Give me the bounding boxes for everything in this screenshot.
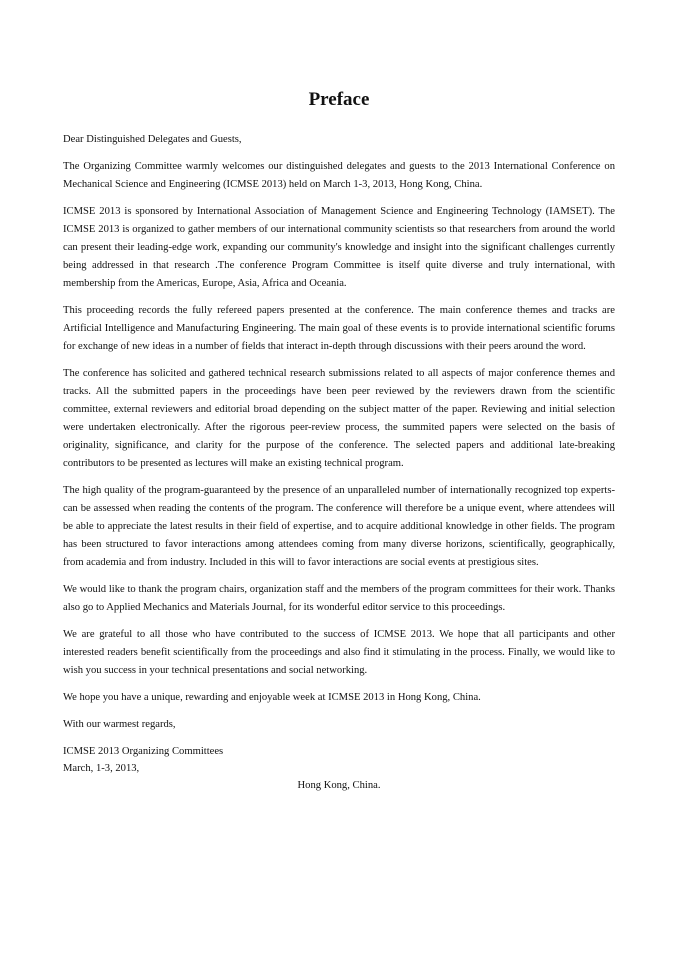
signature-location: Hong Kong, China. (297, 780, 381, 791)
preface-body (63, 131, 615, 794)
paragraph: We would like to thank the program chairs, organization staff and the members of the program committees for their work. Thanks also go to Applied Mechanics and Materials Journal, for its wonderful editor service to this proceedings. (63, 584, 615, 613)
page-title: Preface (308, 89, 370, 110)
signature-block (63, 743, 615, 794)
paragraph: The Organizing Committee warmly welcomes our distinguished delegates and guests to the 2013 International Conference on Mechanical Science and Engineering (ICMSE 2013) held on March 1-3, 2013, Hong Kong, China. (63, 161, 615, 190)
paragraph: This proceeding records the fully refereed papers presented at the conference. The main conference themes and tracks are Artificial Intelligence and Manufacturing Engineering. The main goal of these events is to provide international scientific forums for exchange of new ideas in a number of fields that interact in-depth through discussions with their peers around the word. (63, 305, 615, 352)
signature-date: March, 1-3, 2013, (63, 763, 140, 774)
salutation: Dear Distinguished Delegates and Guests, (63, 134, 242, 145)
closing-line: With our warmest regards, (63, 719, 176, 730)
paragraph: The high quality of the program-guaranteed by the presence of an unparalleled number of internationally recognized top experts-can be assessed when reading the contents of the program. The conference will therefore be a unique event, where attendees will be able to appreciate the latest results in their field of expertise, and to acquire additional knowledge in other fields. The program has been structured to favor interactions among attendees coming from many diverse horizons, scientifically, geographically, from academia and from industry. Included in this will to favor interactions are social events at prestigious sites. (63, 485, 615, 568)
paragraph: We are grateful to all those who have contributed to the success of ICMSE 2013. We hope that all participants and other interested readers benefit scientifically from the proceedings and also find it stimulating in the process. Finally, we would like to wish you success in your technical presentations and social networking. (63, 629, 615, 676)
paragraph: The conference has solicited and gathered technical research submissions related to all aspects of major conference themes and tracks. All the submitted papers in the proceedings have been peer reviewed by the reviewers drawn from the scientific committee, external reviewers and editorial broad depending on the subject matter of the paper. Reviewing and initial selection were undertaken electronically. After the rigorous peer-review process, the summited papers were selected on the basis of originality, significance, and clarity for the purpose of the conference. The selected papers and additional late-breaking contributors to be presented as lectures will make an existing technical program. (63, 368, 615, 469)
paragraph: We hope you have a unique, rewarding and enjoyable week at ICMSE 2013 in Hong Kong, China. (63, 692, 481, 703)
paragraph: ICMSE 2013 is sponsored by International Association of Management Science and Engineering Technology (IAMSET). The ICMSE 2013 is organized to gather members of our international community scientists so that researchers from around the world can present their leading-edge work, expanding our community's knowledge and insight into the significant challenges currently being addressed in that research .The conference Program Committee is itself quite diverse and truly international, with membership from the Americas, Europe, Asia, Africa and Oceania. (63, 206, 615, 289)
signature-organization: ICMSE 2013 Organizing Committees (63, 746, 224, 757)
